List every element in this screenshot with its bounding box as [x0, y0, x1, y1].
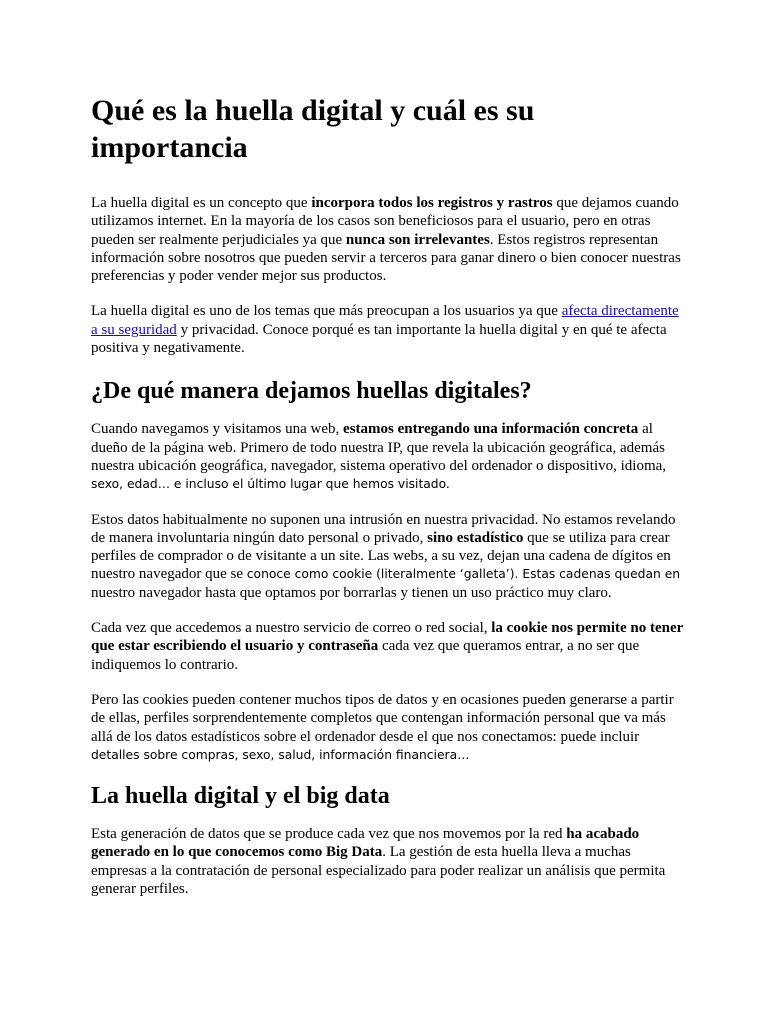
section-heading-big-data: La huella digital y el big data	[91, 783, 390, 810]
text: . La gestión de esta huella lleva a muchas empresas a la contratación de personal especializado para poder realizar un análisis que permita generar perfiles.	[91, 844, 666, 898]
paragraph-navigation	[91, 420, 686, 493]
paragraph-intro	[91, 194, 686, 285]
bold-text: nunca son irrelevantes	[345, 231, 490, 248]
bold-text: estamos entregando una información concreta	[343, 421, 639, 438]
bold-text: ha acabado generado en lo que conocemos como Big Data	[91, 826, 640, 861]
sans-text: sexo, edad… e incluso el último lugar que hemos visitado.	[91, 477, 450, 492]
bold-text: incorpora todos los registros y rastros	[311, 195, 553, 211]
bold-text: la cookie nos permite no tener que estar escribiendo el usuario y contraseña	[91, 620, 684, 655]
text: Estos datos habitualmente no suponen una intrusión en nuestra privacidad. No estamos revelando de manera involuntaria ningún dato personal o privado,	[91, 511, 676, 546]
text: y privacidad. Conoce porqué es tan importante la huella digital y en qué te afecta positiva y negativamente.	[91, 321, 667, 357]
paragraph-big-data	[91, 825, 686, 898]
section-heading-how: ¿De qué manera dejamos huellas digitales?	[91, 378, 532, 405]
text: que dejamos cuando utilizamos internet. En la mayoría de los casos son beneficiosos para el usuario, pero en otras pueden ser realmente perjudiciales ya que	[91, 195, 679, 248]
text: que se utiliza para crear perfiles de comprador o de visitante a un site. Las webs, a su vez, dejan una cadena de dígitos en nuestro navegador que se	[91, 529, 671, 583]
text: La huella digital es un concepto que	[91, 195, 312, 211]
text: nuestro navegador hasta que optamos por borrarlas y tienen un uso práctico muy claro.	[91, 584, 612, 601]
text: . Estos registros representan información sobre nosotros que pueden servir a terceros para ganar dinero o bien conocer nuestras preferencias y poder vender mejor sus productos.	[91, 231, 681, 285]
text: La huella digital es uno de los temas que más preocupan a los usuarios ya que	[91, 303, 562, 320]
text: Cuando navegamos y visitamos una web,	[91, 421, 344, 438]
page-title: Qué es la huella digital y cuál es su importancia	[91, 94, 535, 164]
paragraph-profiles	[91, 691, 686, 764]
bold-text: sino estadístico	[427, 529, 524, 546]
sans-text: conoce como cookie (literalmente ‘galleta’). Estas cadenas quedan en	[246, 567, 681, 582]
text: Esta generación de datos que se produce cada vez que nos movemos por la red	[91, 826, 567, 843]
paragraph-importance	[91, 302, 686, 357]
text: cada vez que queramos entrar, a no ser que indiquemos lo contrario.	[91, 638, 640, 673]
text: Cada vez que accedemos a nuestro servicio de correo o red social,	[91, 620, 492, 637]
security-link[interactable]: afecta directamente a su seguridad	[91, 303, 679, 338]
text: Pero las cookies pueden contener muchos tipos de datos y en ocasiones pueden generarse a partir de ellas, perfiles sorprendentemente completos que contengan información personal que va más allá de los datos estadísticos sobre el ordenador desde el que nos conectamos: puede incluir	[91, 691, 674, 745]
paragraph-cookies	[91, 511, 686, 602]
sans-text: detalles sobre compras, sexo, salud, información financiera…	[91, 747, 470, 762]
paragraph-login	[91, 619, 686, 674]
text: al dueño de la página web. Primero de todo nuestra IP, que revela la ubicación geográfica, además nuestra ubicación geográfica, navegador, sistema operativo del ordenador o dispositivo, idioma,	[91, 421, 667, 474]
